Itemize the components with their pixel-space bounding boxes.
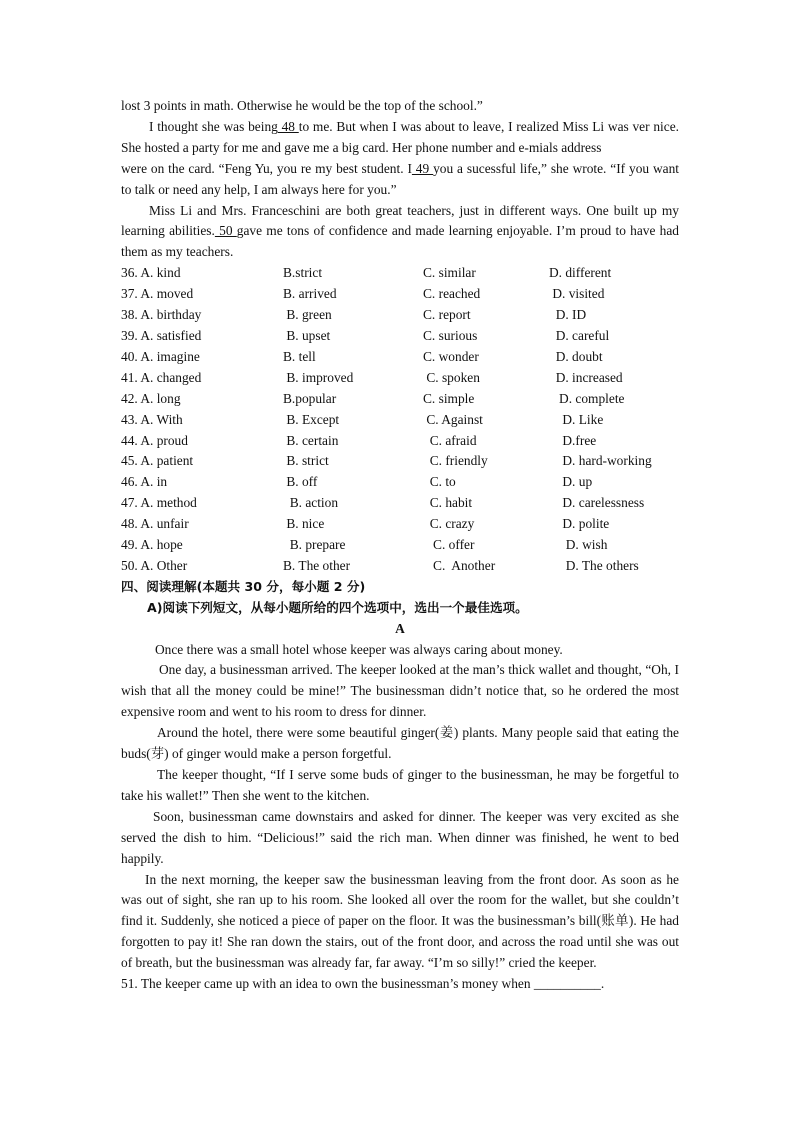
option-d: D. different (549, 265, 612, 281)
option-a: 43. A. With (121, 411, 183, 427)
option-b: B. tell (283, 348, 316, 364)
option-row (121, 493, 679, 514)
option-d: D. carelessness (549, 495, 645, 511)
option-row (121, 368, 679, 389)
option-a: 45. A. patient (121, 453, 194, 469)
text: were on the card. “Feng Yu, you re my best student. I (121, 160, 412, 176)
option-c: C. afraid (423, 432, 477, 448)
option-row (121, 514, 679, 535)
option-d: D. wish (549, 537, 608, 553)
option-b: B. Except (283, 411, 340, 427)
option-row (121, 556, 679, 577)
cloze-paragraph-3 (121, 159, 679, 201)
option-c: C. similar (423, 265, 476, 281)
reading-paragraph-4: The keeper thought, “If I serve some buds of ginger to the businessman, he may be forgetful to take his wallet!” Then she went to the kitchen. (121, 767, 679, 803)
option-row (121, 451, 679, 472)
blank-48: 48 (277, 118, 299, 134)
cloze-line-1: lost 3 points in math. Otherwise he would be the top of the school.” (121, 98, 483, 113)
option-c: C. report (423, 307, 471, 323)
option-c: C. Another (423, 557, 496, 573)
option-b: B. action (283, 495, 339, 511)
option-c: C. crazy (423, 516, 475, 532)
option-row (121, 326, 679, 347)
option-a: 39. A. satisfied (121, 327, 202, 343)
option-c: C. simple (423, 390, 475, 406)
option-row (121, 472, 679, 493)
option-row (121, 389, 679, 410)
option-row (121, 347, 679, 368)
option-a: 37. A. moved (121, 286, 194, 302)
option-d: D. visited (549, 286, 605, 302)
option-a: 50. A. Other (121, 557, 188, 573)
blank-50: 50 (214, 223, 237, 239)
option-d: D. polite (549, 516, 610, 532)
option-b: B.strict (283, 265, 323, 281)
reading-paragraph-6: In the next morning, the keeper saw the businessman leaving from the front door. As soon as he was out of sight, she ran up to his room. She looked all over the room for the wallet, but she couldn’t find it. Suddenly, she noticed a piece of paper on the floor. It was the businessman’s bill(账单). He had forgotten to pay it! She ran down the stairs, out of the front door, and across the road until she was out of breath, but the businessman was already far, far away. “I’m so silly!” cried the keeper. (121, 871, 679, 971)
options-list (121, 263, 679, 577)
option-b: B. off (283, 474, 318, 490)
section-instruction: A)阅读下列短文，从每小题所给的四个选项中，选出一个最佳选项。 (147, 599, 528, 615)
option-b: B. prepare (283, 537, 346, 553)
reading-paragraph-1: Once there was a small hotel whose keeper was always caring about money. (155, 641, 563, 657)
option-c: C. surious (423, 327, 478, 343)
option-c: C. friendly (423, 453, 488, 469)
option-b: B. improved (283, 369, 354, 385)
option-a: 49. A. hope (121, 537, 183, 553)
option-b: B. upset (283, 327, 331, 343)
option-c: C. spoken (423, 369, 480, 385)
reading-paragraph-3: Around the hotel, there were some beautiful ginger(姜) plants. Many people said that eating the buds(芽) of ginger would make a person forgetful. (121, 725, 679, 762)
option-b: B. green (283, 307, 332, 323)
option-a: 38. A. birthday (121, 307, 202, 323)
option-a: 46. A. in (121, 474, 168, 490)
option-a: 36. A. kind (121, 265, 181, 281)
option-row (121, 535, 679, 556)
section-heading: 四、阅读理解(本题共 30 分，每小题 2 分) (121, 578, 366, 594)
option-b: B. The other (283, 557, 351, 573)
option-d: D. up (549, 474, 593, 490)
option-row (121, 263, 679, 284)
option-b: B. arrived (283, 286, 337, 302)
option-c: C. Against (423, 411, 483, 427)
text: Miss Li and Mrs. Franceschini are both great teachers, just in different ways. One built up my learning abilities. (121, 202, 679, 239)
option-d: D. Like (549, 411, 604, 427)
text: to me. But when I was about to leave, I realized Miss Li was ver nice. She hosted a party for me and gave me a big card. Her phone number and e-mials address (121, 118, 679, 155)
option-c: C. offer (423, 537, 475, 553)
option-b: B.popular (283, 390, 337, 406)
option-c: C. to (423, 474, 456, 490)
option-b: B. strict (283, 453, 329, 469)
option-a: 44. A. proud (121, 432, 188, 448)
text: you a sucessful life,” she wrote. “If you want to talk or need any help, I am always here for you.” (121, 160, 680, 197)
option-a: 41. A. changed (121, 369, 202, 385)
option-row (121, 305, 679, 326)
question-51: 51. The keeper came up with an idea to own the businessman’s money when __________. (121, 976, 605, 992)
option-d: D. The others (549, 557, 639, 573)
blank-49: 49 (411, 160, 434, 176)
option-b: B. nice (283, 516, 325, 532)
option-d: D. increased (549, 369, 623, 385)
option-d: D. hard-working (549, 453, 652, 469)
option-a: 48. A. unfair (121, 516, 189, 532)
text: I thought she was being (149, 118, 278, 134)
option-b: B. certain (283, 432, 339, 448)
option-row (121, 410, 679, 431)
option-c: C. wonder (423, 348, 479, 364)
option-a: 40. A. imagine (121, 348, 200, 364)
option-d: D.free (549, 432, 597, 448)
option-c: C. habit (423, 495, 473, 511)
option-c: C. reached (423, 286, 481, 302)
document-page (121, 96, 679, 995)
option-row (121, 284, 679, 305)
passage-label: A (395, 620, 405, 636)
option-d: D. complete (549, 390, 625, 406)
option-d: D. careful (549, 327, 610, 343)
reading-paragraph-5: Soon, businessman came downstairs and asked for dinner. The keeper was very excited as she served the dish to him. “Delicious!” said the rich man. When dinner was finished, he went to bed happily. (121, 808, 679, 866)
option-d: D. ID (549, 307, 587, 323)
option-a: 47. A. method (121, 495, 197, 511)
reading-paragraph-2: One day, a businessman arrived. The keeper looked at the man’s thick wallet and thought, “Oh, I wish that all the money could be mine!” The businessman didn’t notice that, so he ordered the most expensive room and went to his room to dress for dinner. (121, 662, 679, 720)
option-d: D. doubt (549, 348, 603, 364)
text: gave me tons of confidence and made learning enjoyable. I’m proud to have had them as my teachers. (121, 223, 680, 260)
option-row (121, 431, 679, 452)
cloze-paragraph-2 (121, 117, 679, 159)
cloze-paragraph-4 (121, 201, 679, 264)
option-a: 42. A. long (121, 390, 181, 406)
